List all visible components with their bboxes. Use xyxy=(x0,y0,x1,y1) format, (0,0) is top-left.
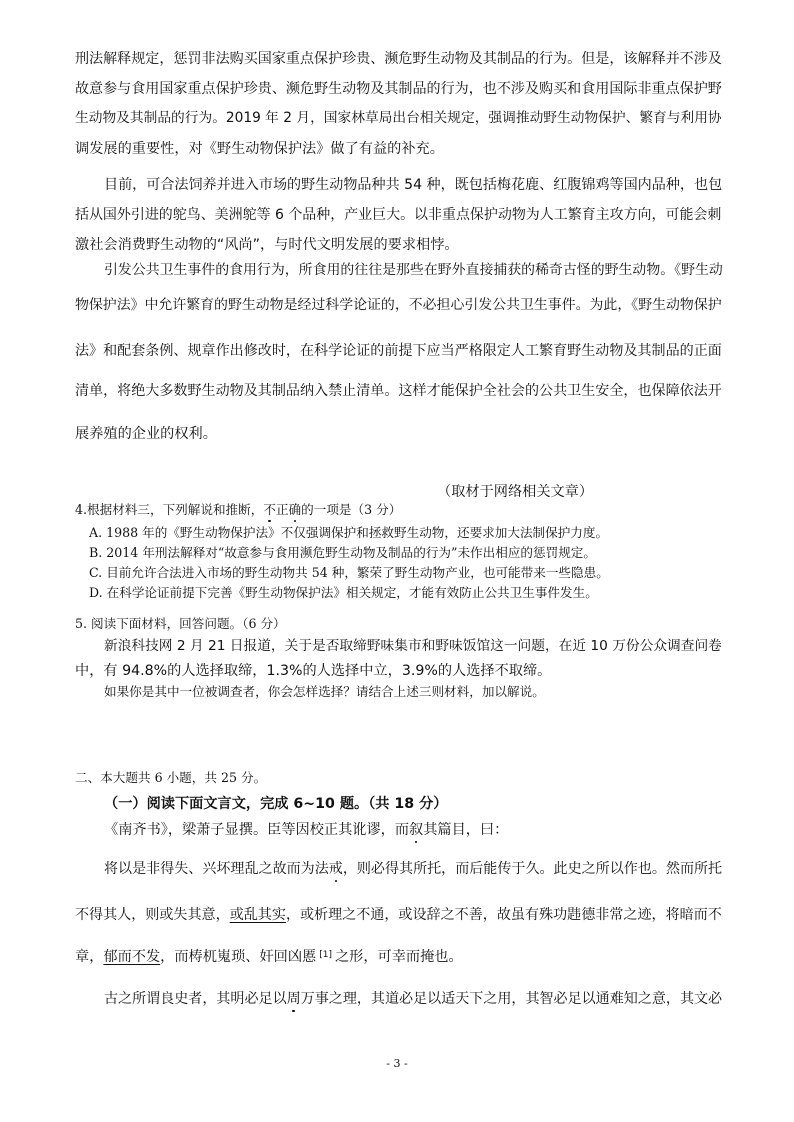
emphasis-char: 戒 xyxy=(328,861,343,877)
wenyan-text: 将以是非得失、兴坏理乱之故而为法 xyxy=(104,861,329,877)
wenyan-text: 万事之理，其道必足以适天下之用，其智必足以通难知之意，其文必 xyxy=(300,991,723,1007)
section-heading: 二、本大题共 6 小题，共 25 分。 xyxy=(75,770,267,785)
underlined-phrase: 郁而不发 xyxy=(103,949,161,965)
wenyan-text: ，而梼杌嵬琐、奸回凶慝 xyxy=(160,949,317,965)
text-line: 目前，可合法饲养并进入市场的野生动物品种共 54 种，既包括梅花鹿、红腹锦鸡等国内品种，也包 xyxy=(104,177,723,193)
option-a: A. 1988 年的《野生动物保护法》不仅强调保护和拯救野生动物，还要求加大法制保护力度。 xyxy=(89,525,609,540)
q4-emphasis-char: 不 xyxy=(263,502,276,517)
wenyan-text: ，则必得其所托，而后能传于久。此史之所以作也。然而所托 xyxy=(342,861,723,877)
wenyan-text: 之形，可幸而掩也。 xyxy=(334,949,463,965)
emphasis-char: 周 xyxy=(286,991,301,1007)
text-line: 引发公共卫生事件的食用行为，所食用的往往是那些在野外直接捕获的稀奇古怪的野生动物。《野生动 xyxy=(104,262,723,278)
wenyan-line xyxy=(104,992,722,1006)
q4-stem-before: 4.根据材料三，下列解说和推断， xyxy=(75,502,264,517)
text-line: 中，有 94.8%的人选择取缔，1.3%的人选择中立，3.9%的人选择不取缔。 xyxy=(75,663,552,679)
option-b: B. 2014 年刑法解释对“故意参与食用濒危野生动物及制品的行为”未作出相应的惩罚规定。 xyxy=(89,545,596,560)
wenyan-line xyxy=(75,908,722,922)
question-5-prompt: 如果你是其中一位被调查者，你会怎样选择？请结合上述三则材料，加以解说。 xyxy=(104,684,545,699)
option-c: C. 目前允许合法进入市场的野生动物共 54 种，繁荣了野生动物产业，也可能带来一些隐患。 xyxy=(89,565,609,580)
question-5-stem: 5. 阅读下面材料，回答问题。（6 分） xyxy=(75,616,286,631)
section-subheading: （一）阅读下面文言文，完成 6~10 题。（共 18 分） xyxy=(104,796,448,812)
underlined-phrase: 或乱其实 xyxy=(229,907,286,923)
wenyan-text: 章， xyxy=(75,949,104,965)
wenyan-text: 其篇目，曰： xyxy=(423,822,509,838)
text-line: 刑法解释规定，惩罚非法购买国家重点保护珍贵、濒危野生动物及其制品的行为。但是，该解释并不涉及 xyxy=(75,51,722,67)
wenyan-line xyxy=(75,950,463,964)
footnote-marker: [1] xyxy=(319,950,332,960)
wenyan-line xyxy=(104,823,508,837)
text-line: 清单，将绝大多数野生动物及其制品纳入禁止清单。这样才能保护全社会的公共卫生安全，也保障依法开 xyxy=(75,383,722,399)
text-line: 故意参与食用国家重点保护珍贵、濒危野生动物及其制品的行为，也不涉及购买和食用国际非重点保护野 xyxy=(75,81,722,97)
text-line: 展养殖的企业的权利。 xyxy=(75,426,217,442)
page-number: - 3 - xyxy=(386,1057,408,1070)
text-line: 激社会消费野生动物的“风尚”，与时代文明发展的要求相悖。 xyxy=(75,237,459,253)
wenyan-text: 《南齐书》，梁萧子显撰。臣等因校正其讹谬，而 xyxy=(104,822,410,838)
emphasis-char: 叙 xyxy=(409,822,424,838)
text-line: 生动物及其制品的行为。2019 年 2 月，国家林草局出台相关规定，强调推动野生动物保护、繁育与利用协 xyxy=(75,110,722,126)
wenyan-text: 不得其人，则或失其意， xyxy=(75,907,230,923)
option-d: D. 在科学论证前提下完善《野生动物保护法》相关规定，才能有效防止公共卫生事件发生。 xyxy=(89,585,598,600)
text-line: 物保护法》中允许繁育的野生动物是经过科学论证的，不必担心引发公共卫生事件。为此，《野生动物保护 xyxy=(75,297,722,313)
wenyan-text: 古之所谓良史者，其明必足以 xyxy=(104,991,287,1007)
text-line: 新浪科技网 2 月 21 日报道，关于是否取缔野味集市和野味饭馆这一问题，在近 10 万份公众调查问卷 xyxy=(104,638,722,654)
text-line: 法》和配套条例、规章作出修改时，在科学论证的前提下应当严格限定人工繁育野生动物及其制品的正面 xyxy=(75,343,722,359)
text-line: 括从国外引进的鸵鸟、美洲鸵等 6 个品种，产业巨大。以非重点保护动物为人工繁育主攻方向，可能会刺 xyxy=(75,207,722,223)
question-4-stem xyxy=(75,504,401,517)
wenyan-line xyxy=(104,862,722,876)
q4-emphasis-char: 确 xyxy=(288,502,302,517)
wenyan-text: ，或析理之不通，或设辞之不善，故虽有殊功韪德非常之迹，将暗而不 xyxy=(285,907,722,923)
q4-stem-mid: 正 xyxy=(275,502,289,517)
source-note: （取材于网络相关文章） xyxy=(437,484,594,500)
q4-stem-after: 的一项是（3 分） xyxy=(301,502,402,517)
text-line: 调发展的重要性，对《野生动物保护法》做了有益的补充。 xyxy=(75,141,444,157)
